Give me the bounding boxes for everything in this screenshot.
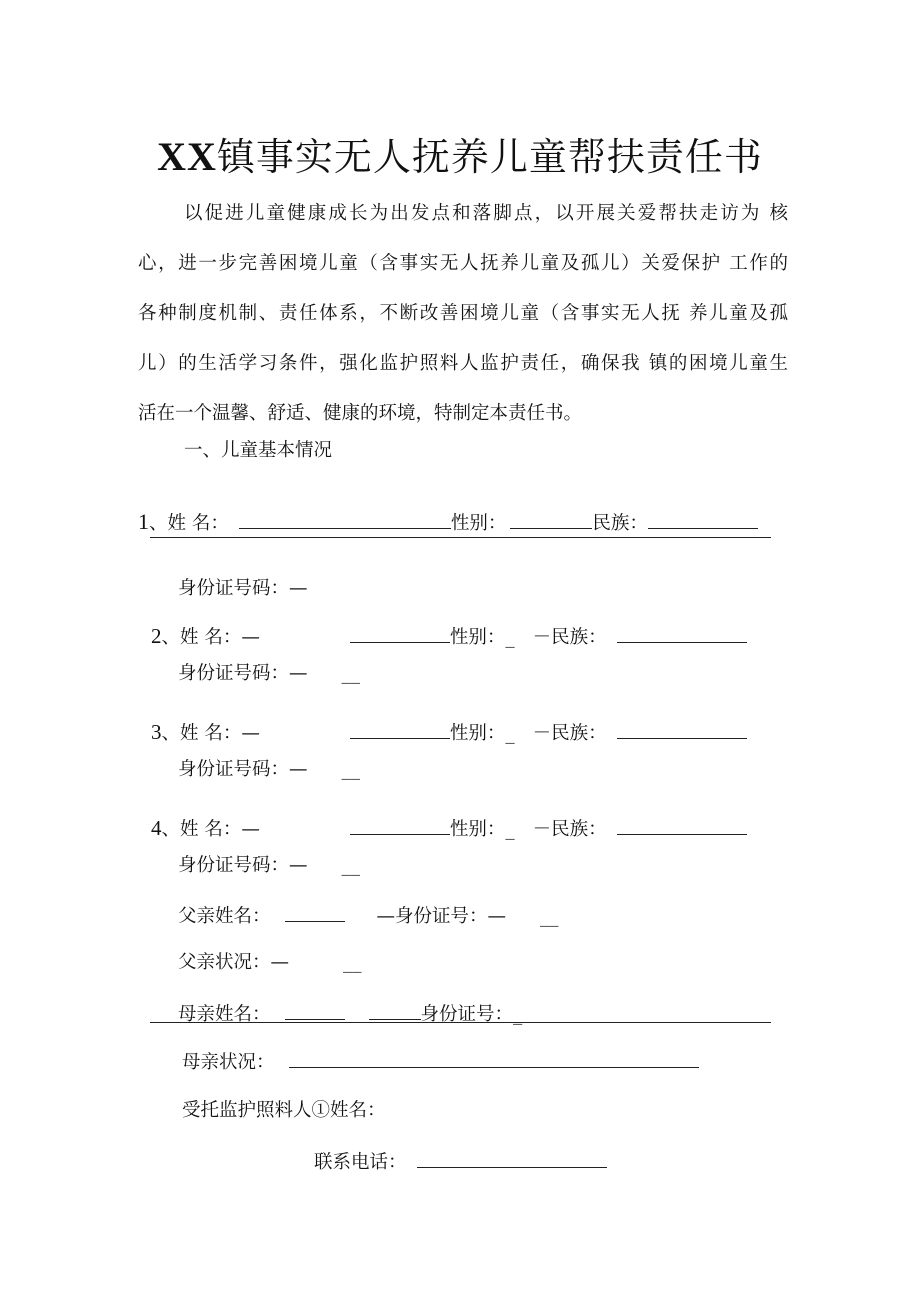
mother-name-field[interactable] (285, 999, 345, 1020)
child-name-label: 、姓 名：— (161, 723, 260, 744)
child-id-label: 身份证号码：— (178, 855, 308, 876)
child-gender-label: 性别：_ (449, 819, 515, 840)
child-3-id-row (178, 755, 360, 781)
father-status-row (178, 948, 362, 974)
intro-paragraph (138, 189, 788, 439)
child-gender-label: 性别：_ (449, 627, 515, 648)
intro-line: 以促进儿童健康成长为出发点和落脚点，以开展关爱帮扶走访为 核 (184, 203, 788, 224)
child-ethnic-label: 民族： (592, 513, 648, 534)
child-1-id-label: 身份证号码：— (178, 578, 308, 599)
child-ethnic-label: －民族： (532, 723, 607, 744)
child-gender-label: 性别：_ (449, 723, 515, 744)
child-2-row (151, 622, 747, 649)
child-ethnic-label: －民族： (532, 819, 607, 840)
child-3-row (151, 718, 747, 745)
child-number: 2 (151, 624, 162, 648)
father-name-label: 父亲姓名： (178, 906, 271, 927)
form-rule (150, 537, 771, 538)
mother-id-label: 身份证号：_ (420, 1004, 523, 1025)
father-status-blank[interactable]: __ (343, 952, 362, 973)
id-field-blank[interactable]: __ (341, 759, 361, 780)
child-2-id-row (178, 659, 360, 685)
father-row (178, 901, 559, 928)
document-title (0, 126, 920, 181)
id-field-blank[interactable]: __ (341, 855, 361, 876)
child-ethnic-field[interactable] (617, 814, 747, 835)
intro-line: 活在一个温馨、舒适、健康的环境，特制定本责任书。 (138, 403, 583, 424)
child-4-row (151, 814, 747, 841)
intro-line: 儿）的生活学习条件，强化监护照料人监护责任，确保我 镇的困境儿童生 (138, 353, 788, 374)
form-rule (150, 1022, 771, 1023)
child-name-field[interactable] (350, 622, 450, 643)
child-id-label: 身份证号码：— (178, 663, 308, 684)
section-heading: 一、儿童基本情况 (184, 440, 333, 461)
intro-line: 心，进一步完善困境儿童（含事实无人抚养儿童及孤儿）关爱保护 工作的 (138, 253, 788, 274)
child-gender-field[interactable] (510, 508, 592, 529)
child-ethnic-field[interactable] (648, 508, 758, 529)
child-name-label: 、姓 名： (149, 513, 229, 534)
child-1-row (138, 508, 758, 535)
child-ethnic-field[interactable] (617, 718, 747, 739)
child-name-field[interactable] (350, 814, 450, 835)
mother-name-label: 母亲姓名： (178, 1004, 271, 1025)
child-id-label: 身份证号码：— (178, 759, 308, 780)
mother-extra-field[interactable] (369, 999, 421, 1020)
father-id-label: —身份证号：— (376, 906, 507, 927)
title-prefix: XX (157, 134, 217, 179)
title-main: 镇事实无人抚养儿童帮扶责任书 (216, 135, 763, 179)
father-status-label: 父亲状况：— (178, 952, 290, 973)
child-number: 1 (138, 509, 149, 534)
child-ethnic-label: －民族： (532, 627, 607, 648)
guardian-name-label: 受托监护照料人①姓名： (182, 1100, 386, 1121)
child-name-label: 、姓 名：— (161, 627, 260, 648)
child-name-field[interactable] (350, 718, 450, 739)
child-number: 3 (151, 720, 162, 744)
child-gender-label: 性别： (450, 513, 507, 534)
intro-line: 各种制度机制、责任体系，不断改善困境儿童（含事实无人抚 养儿童及孤 (138, 303, 788, 324)
child-4-id-row (178, 851, 360, 877)
father-id-blank[interactable]: __ (540, 906, 559, 927)
mother-status-row (182, 1047, 699, 1074)
child-name-label: 、姓 名：— (161, 819, 260, 840)
child-number: 4 (151, 816, 162, 840)
mother-status-field[interactable] (289, 1047, 699, 1068)
guardian-phone-label: 联系电话： (314, 1152, 407, 1173)
id-field-blank[interactable]: __ (341, 663, 361, 684)
child-name-field[interactable] (239, 508, 451, 529)
mother-status-label: 母亲状况： (182, 1052, 275, 1073)
guardian-phone-row (314, 1147, 607, 1174)
father-name-field[interactable] (285, 901, 345, 922)
child-ethnic-field[interactable] (617, 622, 747, 643)
guardian-phone-field[interactable] (417, 1147, 607, 1168)
